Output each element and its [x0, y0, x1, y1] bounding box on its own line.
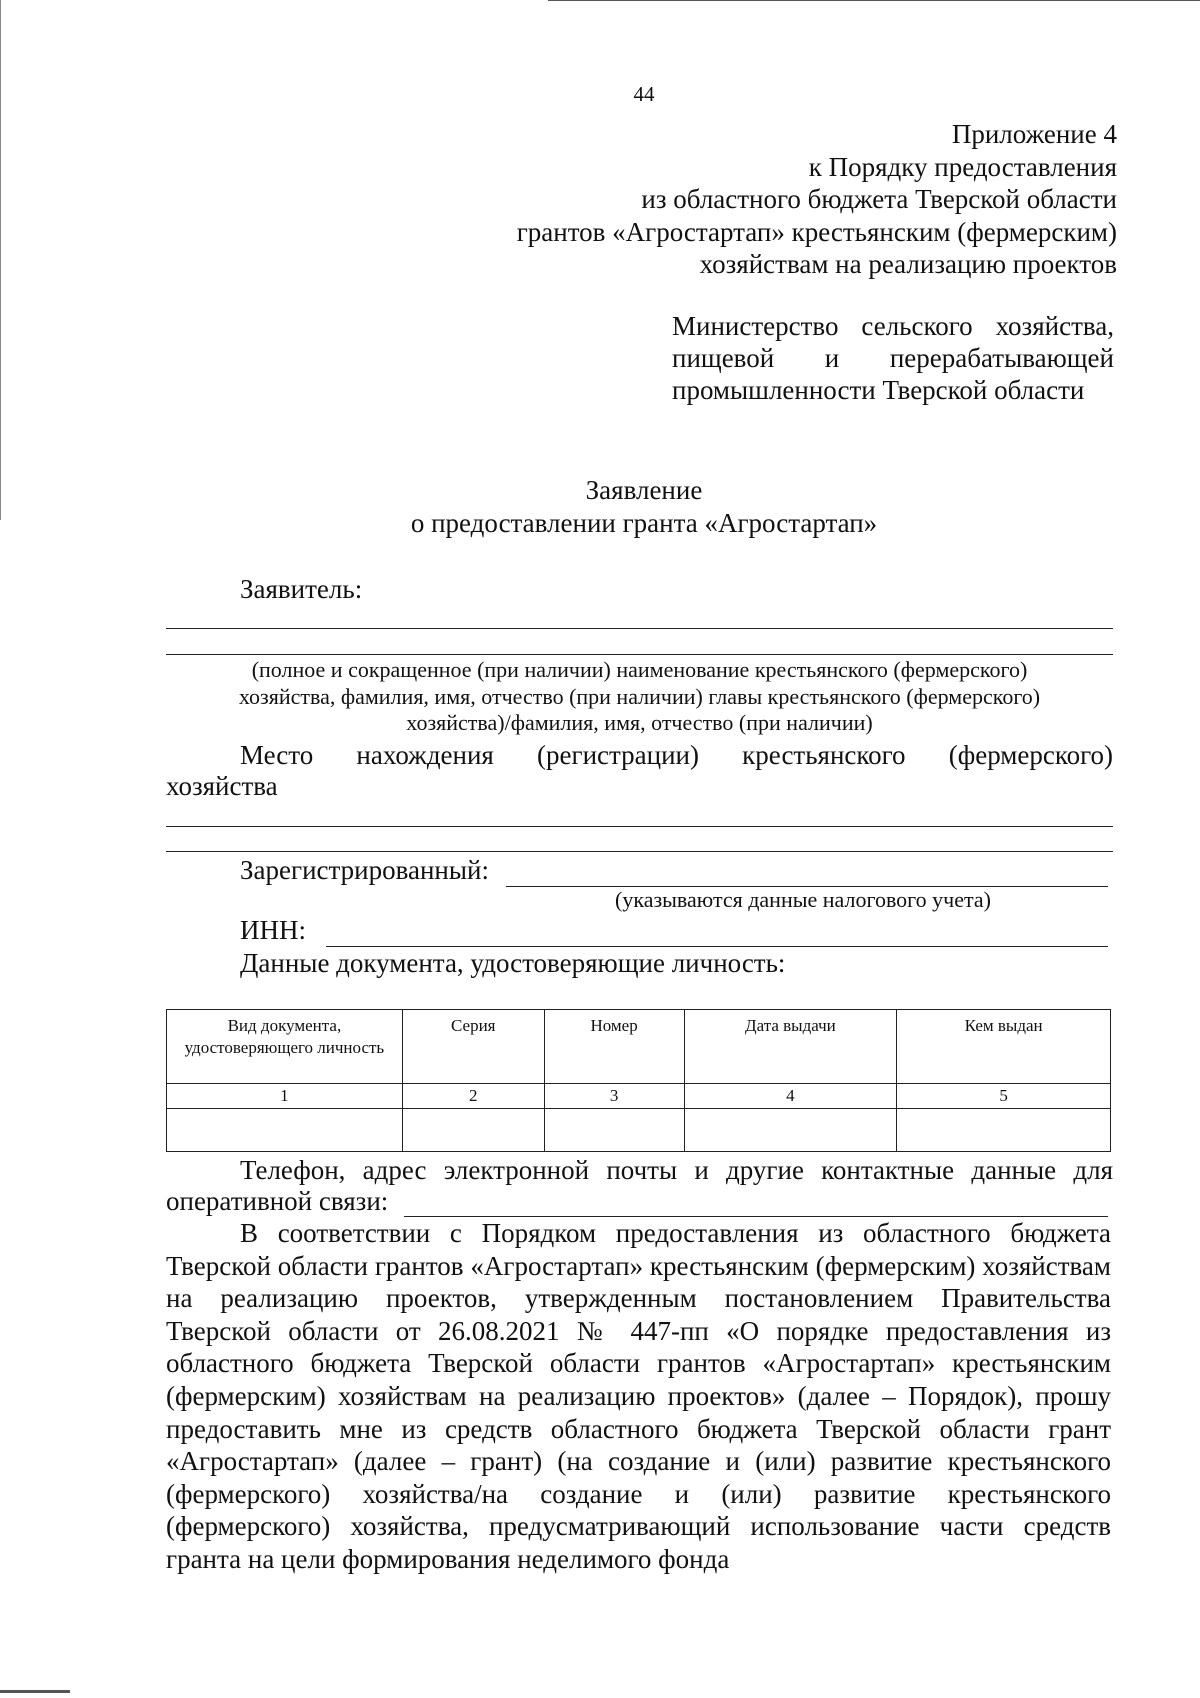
- table-cell[interactable]: [544, 1109, 684, 1152]
- applicant-hint: [166, 657, 1113, 737]
- registered-hint: (указываются данные налогового учета): [615, 887, 991, 912]
- applicant-field-line[interactable]: [166, 628, 1113, 629]
- col-index: 5: [897, 1084, 1111, 1109]
- application-body-text: В соответствии с Порядком предоставления из областного бюджета Тверской области грантов «Агростартап» крестьянским (фермерским) хозяйствам на реализацию проектов, утвержденным постановлением Правительства Тверской области от 26.08.2021 № 447-пп «О порядке предоставления из областного бюджета Тверской области грантов «Агростартап» крестьянским (фермерским) хозяйствам на реализацию проектов» (далее – Порядок), прошу предоставить мне из средств областного бюджета Тверской области грант «Агростартап» (далее – грант) (на создание и (или) развитие крестьянского (фермерского) хозяйства/на создание и (или) развитие крестьянского (фермерского) хозяйства, предусматривающий использование части средств гранта на цели формирования неделимого фонда: [166, 1218, 1111, 1574]
- col-series: Серия: [402, 1010, 544, 1084]
- ministry-line: Министерство сельского хозяйства,: [672, 311, 1114, 341]
- appendix-line: к Порядку предоставления: [808, 151, 1117, 182]
- title-line: Заявление: [585, 475, 703, 505]
- page-number: 44: [633, 82, 655, 106]
- registered-label: Зарегистрированный:: [240, 855, 489, 885]
- inn-label: ИНН:: [240, 915, 306, 945]
- addressee-ministry: [672, 310, 1114, 406]
- col-number: Номер: [544, 1010, 684, 1084]
- id-documents-table: [166, 1009, 1111, 1152]
- applicant-label: Заявитель:: [240, 574, 363, 604]
- table-cell[interactable]: [402, 1109, 544, 1152]
- contacts-line: Телефон, адрес электронной почты и другие контактные данные для: [240, 1155, 1113, 1185]
- scan-edge-top: [548, 0, 1200, 1]
- hint-line: (полное и сокращенное (при наличии) наименование крестьянского (фермерского): [251, 657, 1028, 682]
- location-field-line[interactable]: [166, 826, 1113, 827]
- table-row: [167, 1109, 1111, 1152]
- contacts-label: [166, 1155, 1113, 1217]
- location-field-line[interactable]: [166, 851, 1113, 852]
- scan-edge-left: [0, 0, 1, 520]
- table-cell[interactable]: [897, 1109, 1111, 1152]
- col-doc-type: Вид документа, удостоверяющего личность: [167, 1010, 403, 1084]
- scan-edge-bottom: [0, 1690, 70, 1693]
- appendix-line: грантов «Агростартап» крестьянским (фермерским): [516, 216, 1117, 247]
- col-index: 4: [684, 1084, 897, 1109]
- title-subtitle: о предоставлении гранта «Агростартап»: [410, 508, 878, 538]
- document-title: [0, 474, 1200, 540]
- contacts-line: оперативной связи:: [166, 1186, 389, 1216]
- table-cell[interactable]: [167, 1109, 403, 1152]
- appendix-line: хозяйствам на реализацию проектов: [699, 249, 1117, 279]
- location-line: Место нахождения (регистрации) крестьянского (фермерского): [240, 740, 1113, 770]
- col-index: 3: [544, 1084, 684, 1109]
- location-label: [166, 740, 1113, 802]
- appendix-line: Приложение 4: [951, 119, 1117, 149]
- ministry-line: пищевой и перерабатывающей: [672, 343, 1114, 373]
- col-index: 2: [402, 1084, 544, 1109]
- ministry-line: промышленности Тверской области: [672, 375, 1085, 405]
- appendix-header: [397, 118, 1117, 281]
- id-docs-label: Данные документа, удостоверяющие личность:: [240, 948, 786, 978]
- appendix-line: из областного бюджета Тверской области: [641, 184, 1117, 214]
- table-cell[interactable]: [684, 1109, 897, 1152]
- table-number-row: [167, 1084, 1111, 1109]
- inn-field-line[interactable]: [326, 946, 1108, 947]
- col-issued-by: Кем выдан: [897, 1010, 1111, 1084]
- col-index: 1: [167, 1084, 403, 1109]
- location-line: хозяйства: [166, 771, 278, 801]
- hint-line: хозяйства)/фамилия, имя, отчество (при наличии): [406, 710, 873, 735]
- hint-line: хозяйства, фамилия, имя, отчество (при наличии) главы крестьянского (фермерского): [238, 683, 1041, 709]
- col-issue-date: Дата выдачи: [684, 1010, 897, 1084]
- table-header-row: [167, 1010, 1111, 1084]
- applicant-field-line[interactable]: [166, 654, 1113, 655]
